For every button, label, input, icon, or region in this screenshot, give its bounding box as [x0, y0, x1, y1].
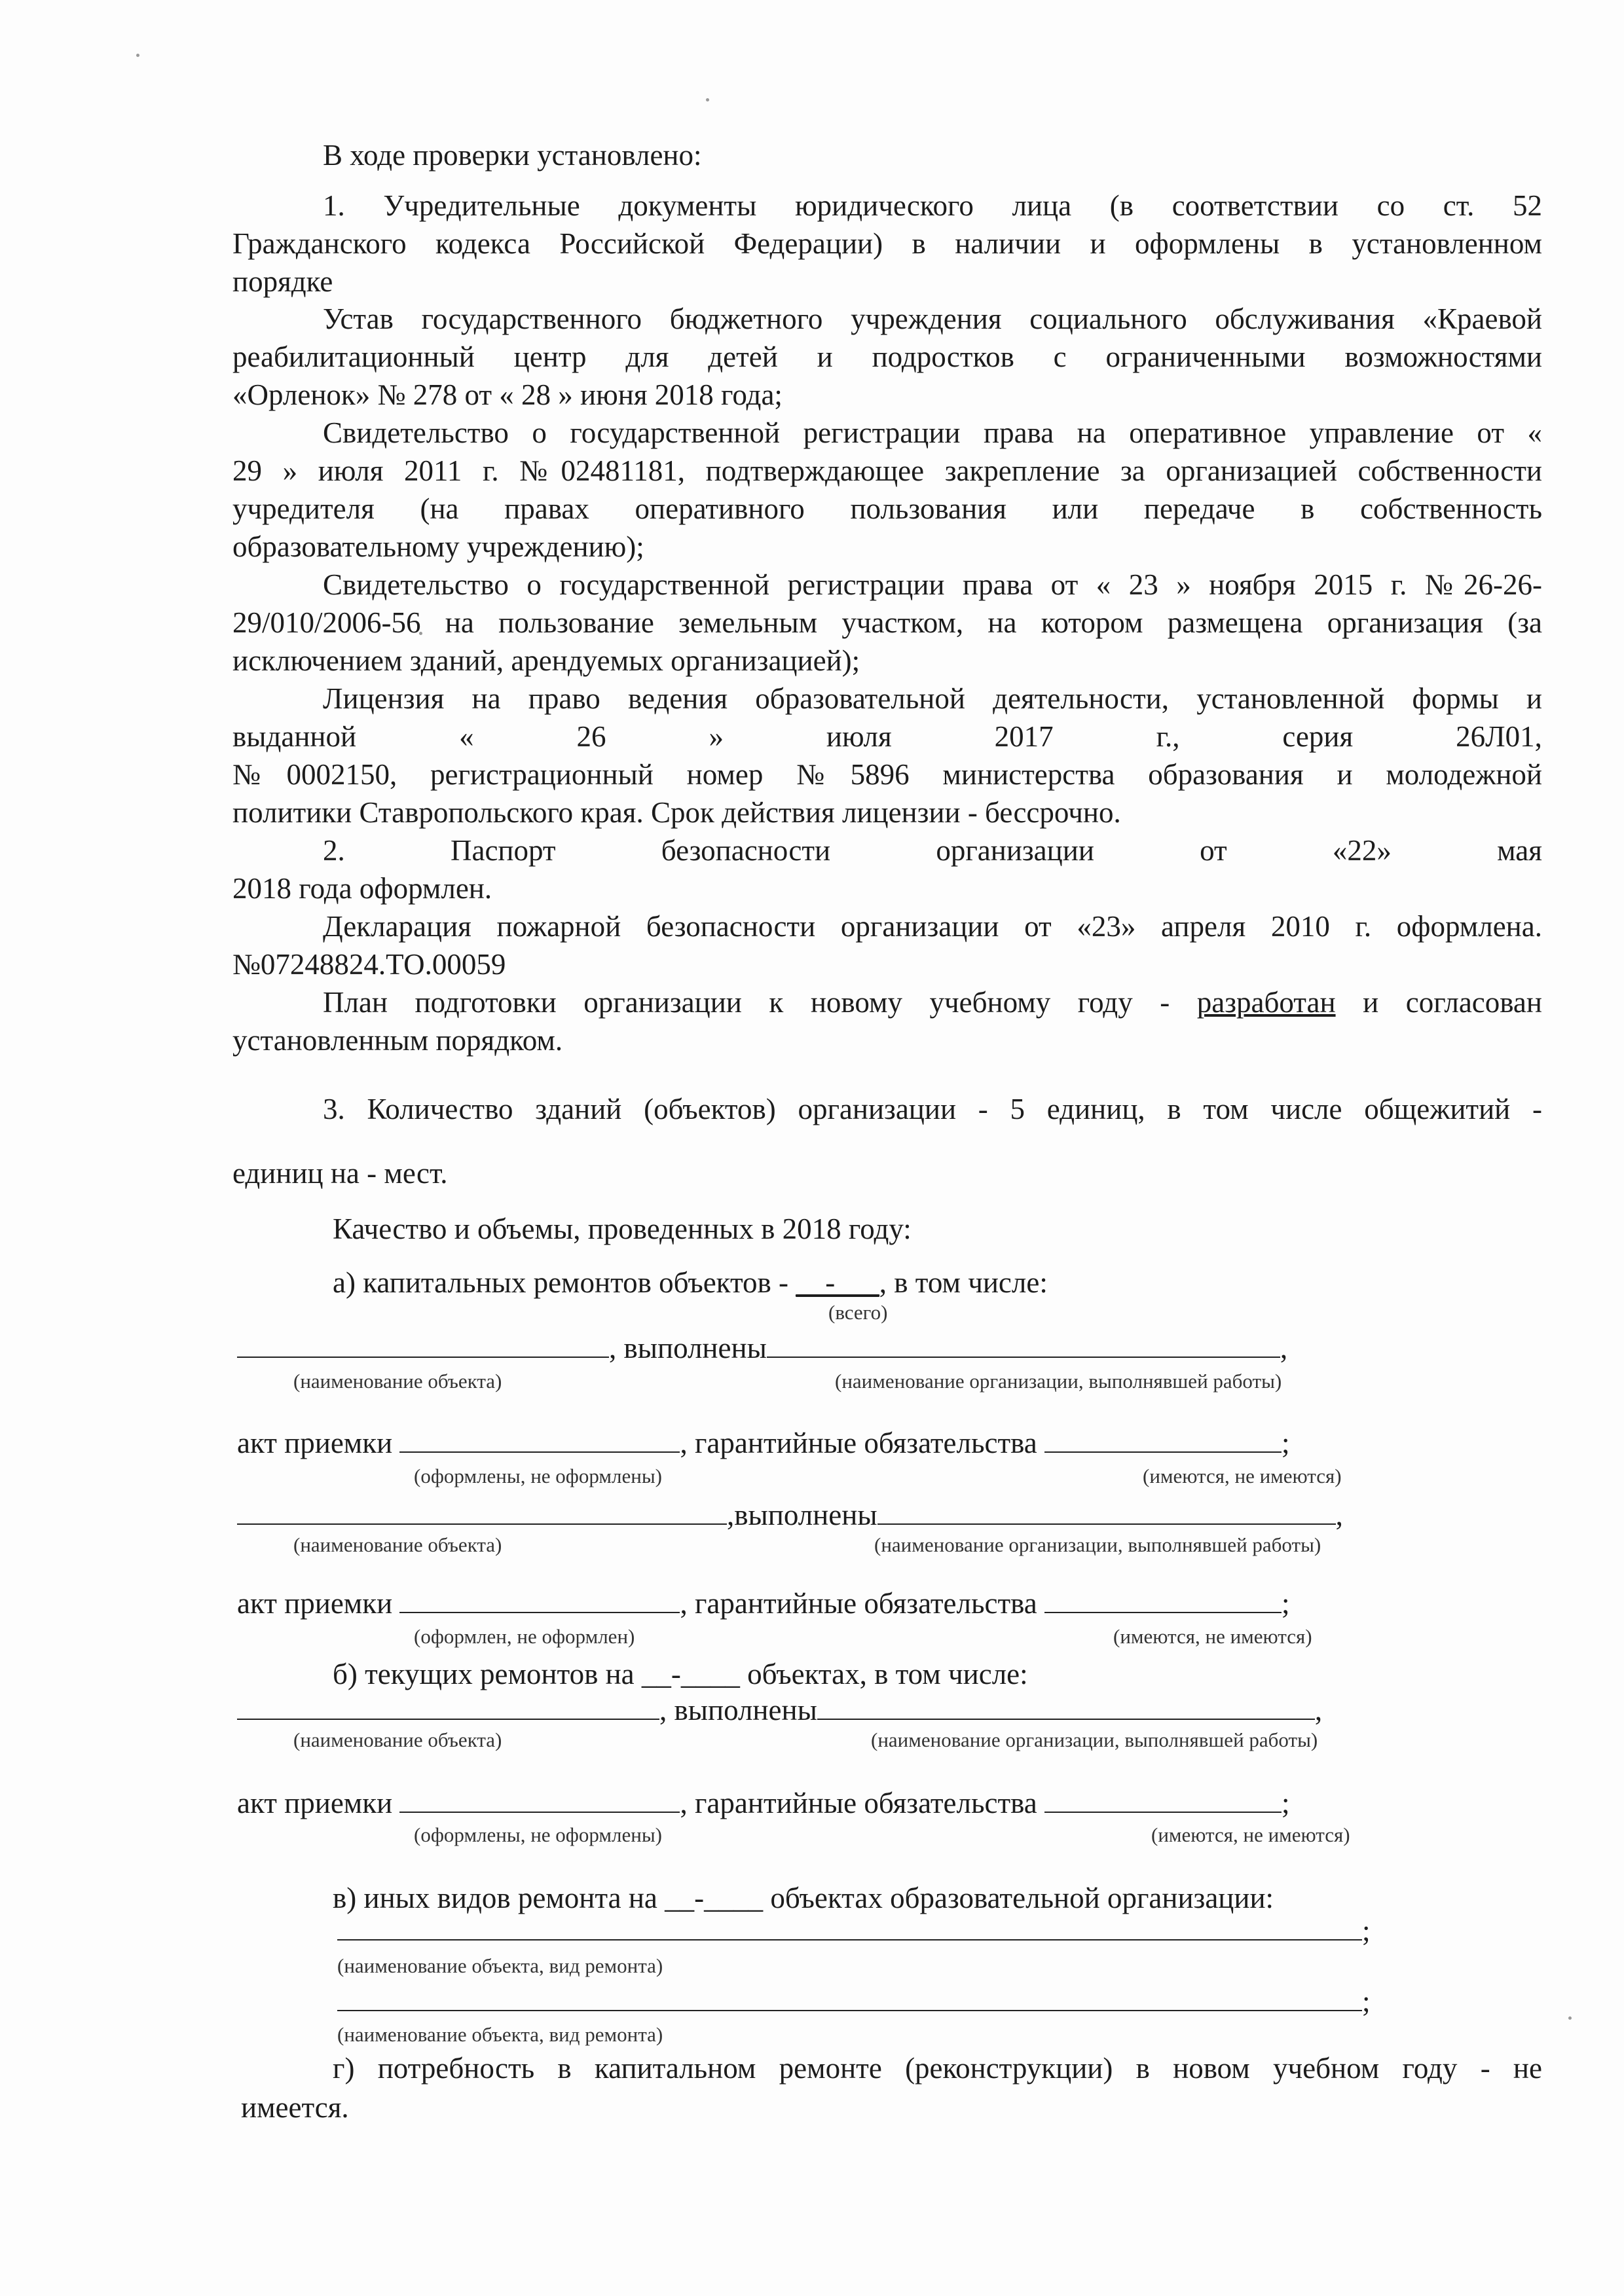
guarantee-blank[interactable]	[1044, 1586, 1282, 1613]
object-blank[interactable]	[237, 1330, 609, 1358]
svid2-line-3: исключением зданий, арендуемых организацией);	[232, 644, 860, 677]
b-heading: б) текущих ремонтов на __-____ объектах, в том числе:	[333, 1658, 1028, 1690]
semicolon: ;	[1282, 1787, 1290, 1819]
a-act-row-1	[237, 1424, 1290, 1462]
note-guarantee: (имеются, не имеются)	[1151, 1823, 1350, 1846]
svid2-line-1: Свидетельство о государственной регистрации права от « 23 » ноября 2015 г. №26-26-	[323, 568, 1542, 601]
org-blank[interactable]	[767, 1330, 1280, 1358]
quality-line: Качество и объемы, проведенных в 2018 году:	[333, 1212, 912, 1245]
a-total-note: (всего)	[828, 1301, 888, 1324]
license-word: 26Л01,	[1456, 720, 1542, 753]
note-guarantee: (имеются, не имеются)	[1143, 1465, 1342, 1487]
license-line-1: Лицензия на право ведения образовательной деятельности, установленной формы и	[323, 682, 1542, 715]
b-act-row	[237, 1784, 1290, 1822]
guarantee-label: , гарантийные обязательства	[680, 1787, 1045, 1819]
p2-word: 2.	[323, 834, 345, 867]
p2-word: от	[1200, 834, 1227, 867]
scan-speck	[706, 98, 709, 101]
license-line-2	[232, 718, 1542, 756]
note-organization: (наименование организации, выполнявшей работы)	[874, 1533, 1321, 1556]
p2-line-1	[323, 831, 1542, 869]
p2-word: безопасности	[661, 834, 831, 867]
guarantee-label: , гарантийные обязательства	[680, 1587, 1045, 1620]
ustav-line-1: Устав государственного бюджетного учреждения социального обслуживания «Краевой	[323, 302, 1542, 335]
plan-text-end: и согласован	[1335, 986, 1542, 1019]
a-heading	[333, 1264, 1048, 1302]
note-object: (наименование объекта)	[293, 1370, 502, 1393]
c-row-1	[337, 1912, 1371, 1950]
p1-line-1: 1. Учредительные документы юридического лица (в соответствии со ст. 52	[323, 189, 1542, 222]
p1-line-2: Гражданского кодекса Российской Федерации) в наличии и оформлены в установленном	[232, 227, 1542, 260]
c-heading: в) иных видов ремонта на __-____ объектах образовательной организации:	[333, 1882, 1274, 1914]
c-row-2	[337, 1982, 1371, 2020]
intro-line: В ходе проверки установлено:	[323, 139, 702, 172]
semicolon: ;	[1282, 1427, 1290, 1459]
guarantee-blank[interactable]	[1044, 1425, 1282, 1453]
a-heading-text: а) капитальных ремонтов объектов -	[333, 1266, 796, 1299]
object-repair-blank[interactable]	[337, 1913, 1362, 1941]
comma: ,	[1335, 1499, 1343, 1531]
note-object: (наименование объекта)	[293, 1533, 502, 1556]
license-word: серия	[1282, 720, 1354, 753]
p1-line-3: порядке	[232, 265, 333, 298]
p2-word: организации	[936, 834, 1094, 867]
semicolon: ;	[1362, 1914, 1371, 1947]
semicolon: ;	[1282, 1587, 1290, 1620]
d-line-1: г) потребность в капитальном ремонте (реконструкции) в новом учебном году - не	[333, 2052, 1542, 2085]
comma: ,	[1280, 1332, 1288, 1364]
note-act: (оформлены, не оформлены)	[414, 1823, 663, 1846]
svid1-line-3: учредителя (на правах оперативного пользования или передаче в собственность	[232, 492, 1542, 525]
org-blank[interactable]	[817, 1692, 1315, 1720]
note-object-repair: (наименование объекта, вид ремонта)	[337, 1954, 663, 1977]
p3-line-2: единиц на - мест.	[232, 1157, 448, 1190]
plan-line-2: установленным порядком.	[232, 1024, 563, 1057]
act-label: акт приемки	[237, 1587, 400, 1620]
ustav-line-2: реабилитационный центр для детей и подростков с ограниченными возможностями	[232, 340, 1542, 373]
scan-speck	[1568, 2016, 1572, 2020]
scan-speck	[136, 54, 139, 57]
license-line-3: №0002150, регистрационный номер №5896 министерства образования и молодежной	[232, 758, 1542, 791]
note-act: (оформлены, не оформлены)	[414, 1465, 663, 1487]
a-row-1	[237, 1329, 1287, 1367]
svid2-line-2: 29/010/2006-56 на пользование земельным участком, на котором размещена организация (за	[232, 606, 1542, 639]
object-repair-blank[interactable]	[337, 1984, 1362, 2011]
note-act: (оформлен, не оформлен)	[414, 1625, 635, 1648]
a-total-blank: __-___	[796, 1266, 879, 1299]
decl-line-1: Декларация пожарной безопасности организации от «23» апреля 2010 г. оформлена.	[323, 910, 1542, 943]
note-organization: (наименование организации, выполнявшей работы)	[835, 1370, 1282, 1393]
done-label: ,выполнены	[727, 1499, 877, 1531]
org-blank[interactable]	[877, 1497, 1336, 1525]
object-blank[interactable]	[237, 1692, 659, 1720]
b-row-1	[237, 1691, 1322, 1729]
semicolon: ;	[1362, 1985, 1371, 2018]
ustav-line-3: «Орленок» № 278 от « 28 » июня 2018 года;	[232, 378, 783, 411]
plan-underlined-word: разработан	[1196, 986, 1336, 1019]
a-row-2	[237, 1496, 1343, 1534]
license-word: выданной	[232, 720, 357, 753]
p2-word: мая	[1497, 834, 1542, 867]
guarantee-label: , гарантийные обязательства	[680, 1427, 1045, 1459]
license-line-4: политики Ставропольского края. Срок действия лицензии - бессрочно.	[232, 796, 1121, 829]
guarantee-blank[interactable]	[1044, 1785, 1282, 1813]
act-blank[interactable]	[399, 1785, 680, 1813]
done-label: , выполнены	[609, 1332, 767, 1364]
license-word: июля	[826, 720, 892, 753]
a-act-row-2	[237, 1584, 1290, 1622]
act-label: акт приемки	[237, 1787, 400, 1819]
license-word: «	[459, 720, 474, 753]
d-line-2: имеется.	[241, 2091, 349, 2124]
act-label: акт приемки	[237, 1427, 400, 1459]
license-word: г.,	[1156, 720, 1180, 753]
p2-word: Паспорт	[450, 834, 556, 867]
decl-line-2: №07248824.ТО.00059	[232, 948, 506, 981]
p3-line-1: 3. Количество зданий (объектов) организации - 5 единиц, в том числе общежитий -	[323, 1093, 1542, 1125]
svid1-line-4: образовательному учреждению);	[232, 530, 644, 563]
act-blank[interactable]	[399, 1586, 680, 1613]
plan-line-1	[323, 983, 1542, 1021]
svid1-line-1: Свидетельство о государственной регистрации права на оперативное управление от «	[323, 416, 1542, 449]
p2-word: «22»	[1332, 834, 1392, 867]
note-object: (наименование объекта)	[293, 1728, 502, 1751]
object-blank[interactable]	[237, 1497, 727, 1525]
license-word: »	[709, 720, 724, 753]
svid1-line-2: 29 » июля 2011 г. №02481181, подтверждающее закрепление за организацией собственности	[232, 454, 1542, 487]
note-organization: (наименование организации, выполнявшей работы)	[871, 1728, 1318, 1751]
act-blank[interactable]	[399, 1425, 680, 1453]
done-label: , выполнены	[659, 1694, 817, 1726]
plan-text: План подготовки организации к новому учебному году -	[323, 986, 1197, 1019]
note-object-repair: (наименование объекта, вид ремонта)	[337, 2023, 663, 2046]
note-guarantee: (имеются, не имеются)	[1113, 1625, 1312, 1648]
p2-line-2: 2018 года оформлен.	[232, 872, 492, 905]
a-heading-end: , в том числе:	[879, 1266, 1048, 1299]
license-word: 26	[576, 720, 606, 753]
license-word: 2017	[994, 720, 1054, 753]
comma: ,	[1314, 1694, 1323, 1726]
